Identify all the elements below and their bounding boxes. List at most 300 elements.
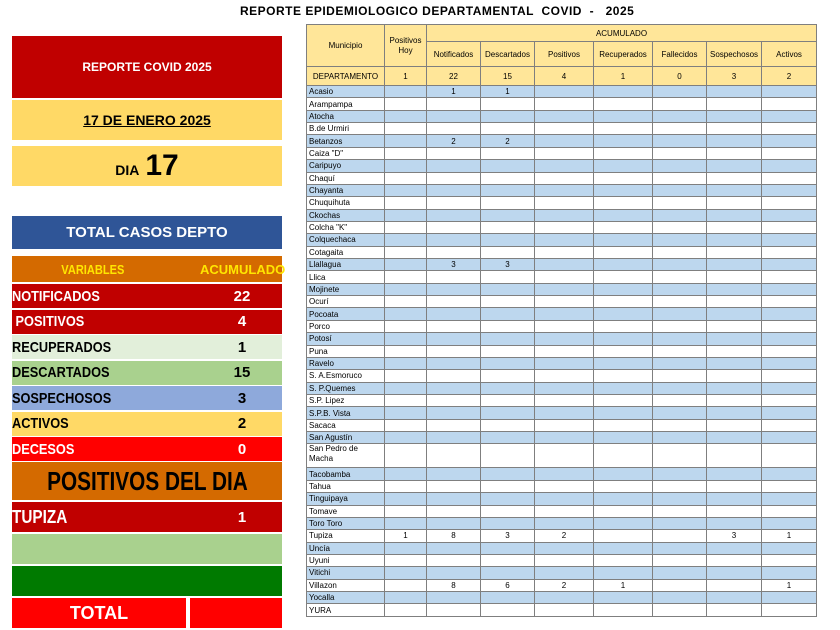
value-cell bbox=[427, 604, 481, 616]
value-cell bbox=[427, 517, 481, 529]
variable-label: ACTIVOS bbox=[12, 415, 69, 432]
table-row bbox=[307, 542, 817, 554]
value-cell bbox=[535, 357, 594, 369]
value-cell bbox=[594, 345, 653, 357]
value-cell bbox=[594, 110, 653, 122]
variable-label: NOTIFICADOS bbox=[12, 287, 100, 305]
value-cell bbox=[762, 209, 817, 221]
value-cell bbox=[594, 505, 653, 517]
value-cell bbox=[385, 209, 427, 221]
value-cell bbox=[707, 517, 762, 529]
value-cell bbox=[535, 604, 594, 616]
value-cell bbox=[481, 283, 535, 295]
value-cell bbox=[481, 419, 535, 431]
column-header: Activos bbox=[762, 42, 817, 67]
value-cell bbox=[762, 567, 817, 579]
value-cell bbox=[707, 221, 762, 233]
value-cell bbox=[653, 147, 707, 159]
value-cell bbox=[481, 567, 535, 579]
departamento-value: 15 bbox=[481, 67, 535, 86]
acumulado-group-header: ACUMULADO bbox=[427, 25, 817, 42]
table-row bbox=[307, 432, 817, 444]
empty-daily-row-dark bbox=[12, 566, 282, 596]
departamento-value: 0 bbox=[653, 67, 707, 86]
municipio-cell: Chayanta bbox=[307, 184, 385, 196]
value-cell bbox=[594, 357, 653, 369]
variables-header-row bbox=[12, 256, 286, 282]
table-row bbox=[307, 296, 817, 308]
value-cell bbox=[762, 123, 817, 135]
day-number: 17 bbox=[145, 149, 179, 182]
value-cell bbox=[481, 234, 535, 246]
value-cell bbox=[481, 542, 535, 554]
value-cell bbox=[762, 86, 817, 98]
municipio-cell: S. P.Quemes bbox=[307, 382, 385, 394]
municipio-cell: Puna bbox=[307, 345, 385, 357]
value-cell bbox=[594, 234, 653, 246]
value-cell bbox=[653, 184, 707, 196]
value-cell bbox=[427, 283, 481, 295]
value-cell bbox=[481, 147, 535, 159]
value-cell bbox=[594, 468, 653, 480]
municipio-cell: San Agustín bbox=[307, 432, 385, 444]
table-row bbox=[307, 480, 817, 492]
table-row bbox=[307, 444, 817, 468]
value-cell bbox=[653, 160, 707, 172]
value-cell bbox=[707, 123, 762, 135]
value-cell bbox=[594, 246, 653, 258]
value-cell bbox=[385, 271, 427, 283]
value-cell bbox=[385, 147, 427, 159]
value-cell bbox=[594, 135, 653, 147]
value-cell bbox=[427, 246, 481, 258]
value-cell bbox=[481, 407, 535, 419]
value-cell bbox=[481, 493, 535, 505]
table-row bbox=[307, 468, 817, 480]
municipio-cell: Sacaca bbox=[307, 419, 385, 431]
value-cell bbox=[481, 98, 535, 110]
value-cell bbox=[481, 209, 535, 221]
value-cell bbox=[481, 184, 535, 196]
value-cell bbox=[653, 110, 707, 122]
value-cell bbox=[707, 184, 762, 196]
municipio-cell: Toro Toro bbox=[307, 517, 385, 529]
value-cell bbox=[385, 480, 427, 492]
table-row bbox=[307, 579, 817, 591]
variable-value: 1 bbox=[237, 338, 247, 356]
value-cell bbox=[427, 147, 481, 159]
value-cell bbox=[427, 394, 481, 406]
value-cell bbox=[535, 308, 594, 320]
value-cell bbox=[427, 554, 481, 566]
value-cell bbox=[535, 172, 594, 184]
value-cell bbox=[707, 259, 762, 271]
value-cell bbox=[707, 86, 762, 98]
municipio-cell: Porco bbox=[307, 320, 385, 332]
value-cell bbox=[762, 554, 817, 566]
variable-row bbox=[12, 437, 282, 461]
value-cell bbox=[762, 172, 817, 184]
value-cell bbox=[427, 98, 481, 110]
value-cell bbox=[481, 221, 535, 233]
value-cell bbox=[385, 505, 427, 517]
value-cell bbox=[653, 259, 707, 271]
report-date: 17 DE ENERO 2025 bbox=[12, 100, 282, 140]
value-cell bbox=[653, 567, 707, 579]
value-cell bbox=[762, 320, 817, 332]
departamento-value: 4 bbox=[535, 67, 594, 86]
table-row bbox=[307, 493, 817, 505]
value-cell bbox=[385, 370, 427, 382]
value-cell bbox=[385, 542, 427, 554]
value-cell bbox=[707, 567, 762, 579]
value-cell bbox=[653, 554, 707, 566]
municipio-cell: Pocoata bbox=[307, 308, 385, 320]
value-cell bbox=[427, 407, 481, 419]
value-cell bbox=[762, 160, 817, 172]
municipio-cell: Tacobamba bbox=[307, 468, 385, 480]
table-row bbox=[307, 283, 817, 295]
municipio-cell: Potosí bbox=[307, 333, 385, 345]
value-cell bbox=[385, 517, 427, 529]
value-cell bbox=[707, 419, 762, 431]
value-cell bbox=[427, 505, 481, 517]
variable-value: 4 bbox=[237, 313, 247, 330]
value-cell bbox=[385, 444, 427, 468]
table-row bbox=[307, 123, 817, 135]
municipio-cell: Ocurí bbox=[307, 296, 385, 308]
value-cell bbox=[594, 308, 653, 320]
value-cell bbox=[594, 160, 653, 172]
value-cell bbox=[481, 382, 535, 394]
value-cell bbox=[653, 382, 707, 394]
value-cell bbox=[427, 320, 481, 332]
table-row bbox=[307, 184, 817, 196]
value-cell bbox=[385, 394, 427, 406]
value-cell bbox=[707, 382, 762, 394]
variable-label: POSITIVOS bbox=[12, 313, 85, 330]
municipio-cell: Yocalla bbox=[307, 592, 385, 604]
table-row bbox=[307, 135, 817, 147]
value-cell bbox=[385, 86, 427, 98]
value-cell bbox=[535, 259, 594, 271]
value-cell bbox=[653, 419, 707, 431]
table-row bbox=[307, 110, 817, 122]
table-row bbox=[307, 234, 817, 246]
value-cell bbox=[535, 432, 594, 444]
value-cell bbox=[707, 604, 762, 616]
variable-row bbox=[12, 412, 282, 436]
value-cell bbox=[481, 333, 535, 345]
total-value-cell bbox=[190, 598, 282, 628]
value-cell bbox=[385, 234, 427, 246]
value-cell bbox=[385, 357, 427, 369]
value-cell bbox=[653, 296, 707, 308]
value-cell bbox=[707, 432, 762, 444]
value-cell bbox=[762, 542, 817, 554]
value-cell bbox=[707, 542, 762, 554]
municipio-cell: Mojinete bbox=[307, 283, 385, 295]
value-cell bbox=[707, 98, 762, 110]
municipio-cell: Uncía bbox=[307, 542, 385, 554]
value-cell bbox=[594, 86, 653, 98]
value-cell bbox=[594, 394, 653, 406]
value-cell bbox=[762, 480, 817, 492]
value-cell bbox=[427, 419, 481, 431]
value-cell bbox=[594, 172, 653, 184]
value-cell bbox=[385, 98, 427, 110]
value-cell bbox=[762, 135, 817, 147]
table-row bbox=[307, 370, 817, 382]
value-cell bbox=[535, 345, 594, 357]
value-cell bbox=[653, 197, 707, 209]
value-cell bbox=[594, 480, 653, 492]
value-cell bbox=[594, 221, 653, 233]
departamento-label: DEPARTAMENTO bbox=[307, 67, 385, 86]
value-cell bbox=[427, 493, 481, 505]
municipio-cell: San Pedro de Macha bbox=[307, 444, 385, 468]
value-cell bbox=[385, 345, 427, 357]
value-cell bbox=[427, 271, 481, 283]
table-row bbox=[307, 308, 817, 320]
municipio-cell: Tomave bbox=[307, 505, 385, 517]
value-cell bbox=[594, 296, 653, 308]
value-cell bbox=[481, 444, 535, 468]
value-cell bbox=[427, 567, 481, 579]
value-cell bbox=[481, 271, 535, 283]
value-cell bbox=[535, 505, 594, 517]
column-header: Notificados bbox=[427, 42, 481, 67]
value-cell bbox=[762, 283, 817, 295]
value-cell bbox=[481, 345, 535, 357]
variable-label: SOSPECHOSOS bbox=[12, 389, 112, 407]
value-cell bbox=[762, 271, 817, 283]
empty-daily-row bbox=[12, 534, 282, 564]
value-cell: 1 bbox=[481, 86, 535, 98]
value-cell bbox=[535, 554, 594, 566]
value-cell bbox=[427, 444, 481, 468]
table-row bbox=[307, 246, 817, 258]
value-cell bbox=[535, 592, 594, 604]
municipio-cell: Tupiza bbox=[307, 530, 385, 542]
table-row bbox=[307, 382, 817, 394]
value-cell bbox=[653, 271, 707, 283]
value-cell bbox=[535, 493, 594, 505]
value-cell bbox=[535, 98, 594, 110]
value-cell bbox=[594, 604, 653, 616]
value-cell bbox=[427, 345, 481, 357]
tupiza-value: 1 bbox=[237, 508, 247, 526]
column-header: Sospechosos bbox=[707, 42, 762, 67]
value-cell bbox=[653, 517, 707, 529]
value-cell bbox=[427, 184, 481, 196]
value-cell bbox=[653, 370, 707, 382]
value-cell bbox=[535, 160, 594, 172]
value-cell bbox=[481, 110, 535, 122]
value-cell bbox=[385, 468, 427, 480]
day-label: DIA bbox=[115, 162, 140, 178]
value-cell bbox=[594, 407, 653, 419]
variable-value: 22 bbox=[233, 287, 251, 305]
value-cell bbox=[707, 345, 762, 357]
value-cell bbox=[427, 209, 481, 221]
table-row bbox=[307, 554, 817, 566]
table-row bbox=[307, 271, 817, 283]
variables-header: VARIABLES bbox=[61, 261, 125, 277]
value-cell bbox=[481, 517, 535, 529]
value-cell bbox=[535, 320, 594, 332]
value-cell bbox=[385, 407, 427, 419]
value-cell bbox=[385, 432, 427, 444]
value-cell bbox=[653, 592, 707, 604]
value-cell bbox=[653, 505, 707, 517]
variable-row bbox=[12, 361, 282, 385]
value-cell bbox=[653, 86, 707, 98]
value-cell bbox=[653, 283, 707, 295]
value-cell bbox=[385, 197, 427, 209]
table-row bbox=[307, 604, 817, 616]
value-cell bbox=[481, 554, 535, 566]
value-cell bbox=[535, 246, 594, 258]
value-cell bbox=[535, 86, 594, 98]
variable-row bbox=[12, 335, 282, 359]
value-cell bbox=[707, 110, 762, 122]
value-cell bbox=[707, 407, 762, 419]
value-cell: 2 bbox=[427, 135, 481, 147]
value-cell bbox=[762, 259, 817, 271]
value-cell bbox=[535, 123, 594, 135]
value-cell: 1 bbox=[762, 579, 817, 591]
value-cell bbox=[481, 172, 535, 184]
value-cell bbox=[707, 505, 762, 517]
variable-row bbox=[12, 386, 282, 410]
value-cell bbox=[653, 579, 707, 591]
municipio-cell: Llica bbox=[307, 271, 385, 283]
value-cell bbox=[762, 370, 817, 382]
departamento-value: 1 bbox=[594, 67, 653, 86]
value-cell bbox=[653, 135, 707, 147]
value-cell bbox=[653, 357, 707, 369]
total-casos-header: TOTAL CASOS DEPTO bbox=[12, 216, 282, 249]
value-cell bbox=[594, 382, 653, 394]
value-cell: 2 bbox=[481, 135, 535, 147]
municipio-cell: Atocha bbox=[307, 110, 385, 122]
value-cell bbox=[481, 592, 535, 604]
value-cell bbox=[385, 296, 427, 308]
value-cell bbox=[385, 554, 427, 566]
value-cell bbox=[653, 345, 707, 357]
value-cell bbox=[427, 480, 481, 492]
value-cell bbox=[653, 209, 707, 221]
value-cell bbox=[481, 197, 535, 209]
table-row bbox=[307, 98, 817, 110]
value-cell bbox=[594, 493, 653, 505]
value-cell bbox=[707, 592, 762, 604]
value-cell bbox=[535, 394, 594, 406]
value-cell bbox=[427, 234, 481, 246]
value-cell: 2 bbox=[535, 579, 594, 591]
value-cell bbox=[535, 147, 594, 159]
value-cell bbox=[762, 246, 817, 258]
value-cell bbox=[385, 308, 427, 320]
value-cell bbox=[594, 123, 653, 135]
municipio-cell: Villazon bbox=[307, 579, 385, 591]
value-cell bbox=[594, 517, 653, 529]
value-cell bbox=[653, 480, 707, 492]
report-covid-banner: REPORTE COVID 2025 bbox=[12, 36, 282, 98]
municipio-cell: Arampampa bbox=[307, 98, 385, 110]
value-cell bbox=[762, 345, 817, 357]
value-cell bbox=[385, 493, 427, 505]
value-cell bbox=[385, 184, 427, 196]
value-cell bbox=[762, 357, 817, 369]
column-header: Descartados bbox=[481, 42, 535, 67]
value-cell bbox=[594, 259, 653, 271]
value-cell bbox=[427, 432, 481, 444]
value-cell bbox=[535, 333, 594, 345]
value-cell bbox=[762, 184, 817, 196]
value-cell bbox=[653, 407, 707, 419]
value-cell bbox=[385, 172, 427, 184]
value-cell bbox=[535, 209, 594, 221]
tupiza-daily-row bbox=[12, 502, 282, 532]
value-cell: 3 bbox=[481, 530, 535, 542]
value-cell bbox=[594, 554, 653, 566]
value-cell bbox=[707, 246, 762, 258]
value-cell bbox=[481, 604, 535, 616]
municipio-cell: Caiza "D" bbox=[307, 147, 385, 159]
municipio-cell: Betanzos bbox=[307, 135, 385, 147]
municipio-cell: YURA bbox=[307, 604, 385, 616]
municipio-cell: Tinguipaya bbox=[307, 493, 385, 505]
table-row bbox=[307, 345, 817, 357]
value-cell bbox=[707, 444, 762, 468]
positivos-hoy-header: Positivos Hoy bbox=[385, 25, 427, 67]
municipality-table bbox=[306, 24, 817, 617]
value-cell bbox=[653, 468, 707, 480]
value-cell bbox=[762, 604, 817, 616]
municipio-cell: Chaquí bbox=[307, 172, 385, 184]
value-cell bbox=[707, 172, 762, 184]
table-row bbox=[307, 333, 817, 345]
value-cell bbox=[535, 542, 594, 554]
value-cell bbox=[481, 160, 535, 172]
value-cell bbox=[427, 197, 481, 209]
value-cell bbox=[385, 567, 427, 579]
value-cell bbox=[385, 246, 427, 258]
positivos-del-dia-label: POSITIVOS DEL DIA bbox=[46, 465, 248, 496]
column-header: Recuperados bbox=[594, 42, 653, 67]
value-cell bbox=[594, 98, 653, 110]
value-cell: 8 bbox=[427, 530, 481, 542]
value-cell bbox=[653, 123, 707, 135]
municipio-header: Municipio bbox=[307, 25, 385, 67]
table-row bbox=[307, 530, 817, 542]
value-cell bbox=[535, 382, 594, 394]
value-cell bbox=[385, 592, 427, 604]
value-cell bbox=[594, 333, 653, 345]
table-row bbox=[307, 209, 817, 221]
value-cell bbox=[762, 394, 817, 406]
variable-row bbox=[12, 284, 282, 308]
value-cell bbox=[385, 419, 427, 431]
value-cell bbox=[762, 308, 817, 320]
value-cell bbox=[653, 394, 707, 406]
table-row bbox=[307, 407, 817, 419]
value-cell bbox=[385, 160, 427, 172]
variable-label: DECESOS bbox=[12, 440, 75, 458]
value-cell bbox=[481, 357, 535, 369]
